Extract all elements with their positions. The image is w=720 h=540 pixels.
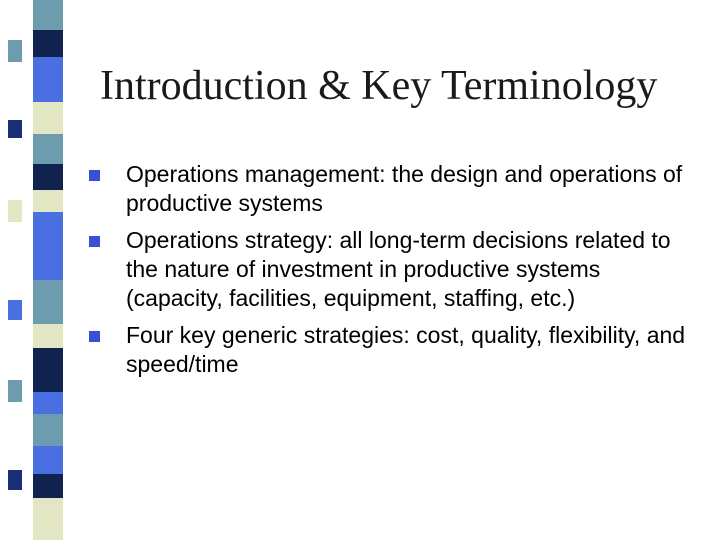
square-bullet-icon bbox=[89, 236, 100, 247]
bullet-list bbox=[86, 160, 686, 379]
slide-title: Introduction & Key Terminology bbox=[100, 63, 658, 109]
bullet-text: Operations management: the design and operations of productive systems bbox=[126, 161, 683, 216]
bullet-item bbox=[86, 226, 686, 313]
bullet-item bbox=[86, 321, 686, 379]
bullet-item bbox=[86, 160, 686, 218]
bullet-text: Four key generic strategies: cost, quality, flexibility, and speed/time bbox=[126, 322, 686, 377]
square-bullet-icon bbox=[89, 170, 100, 181]
bullet-text: Operations strategy: all long-term decisions related to the nature of investment in productive systems (capacity, facilities, equipment, staffing, etc.) bbox=[126, 227, 671, 311]
square-bullet-icon bbox=[89, 331, 100, 342]
decorative-stripe bbox=[0, 0, 64, 540]
